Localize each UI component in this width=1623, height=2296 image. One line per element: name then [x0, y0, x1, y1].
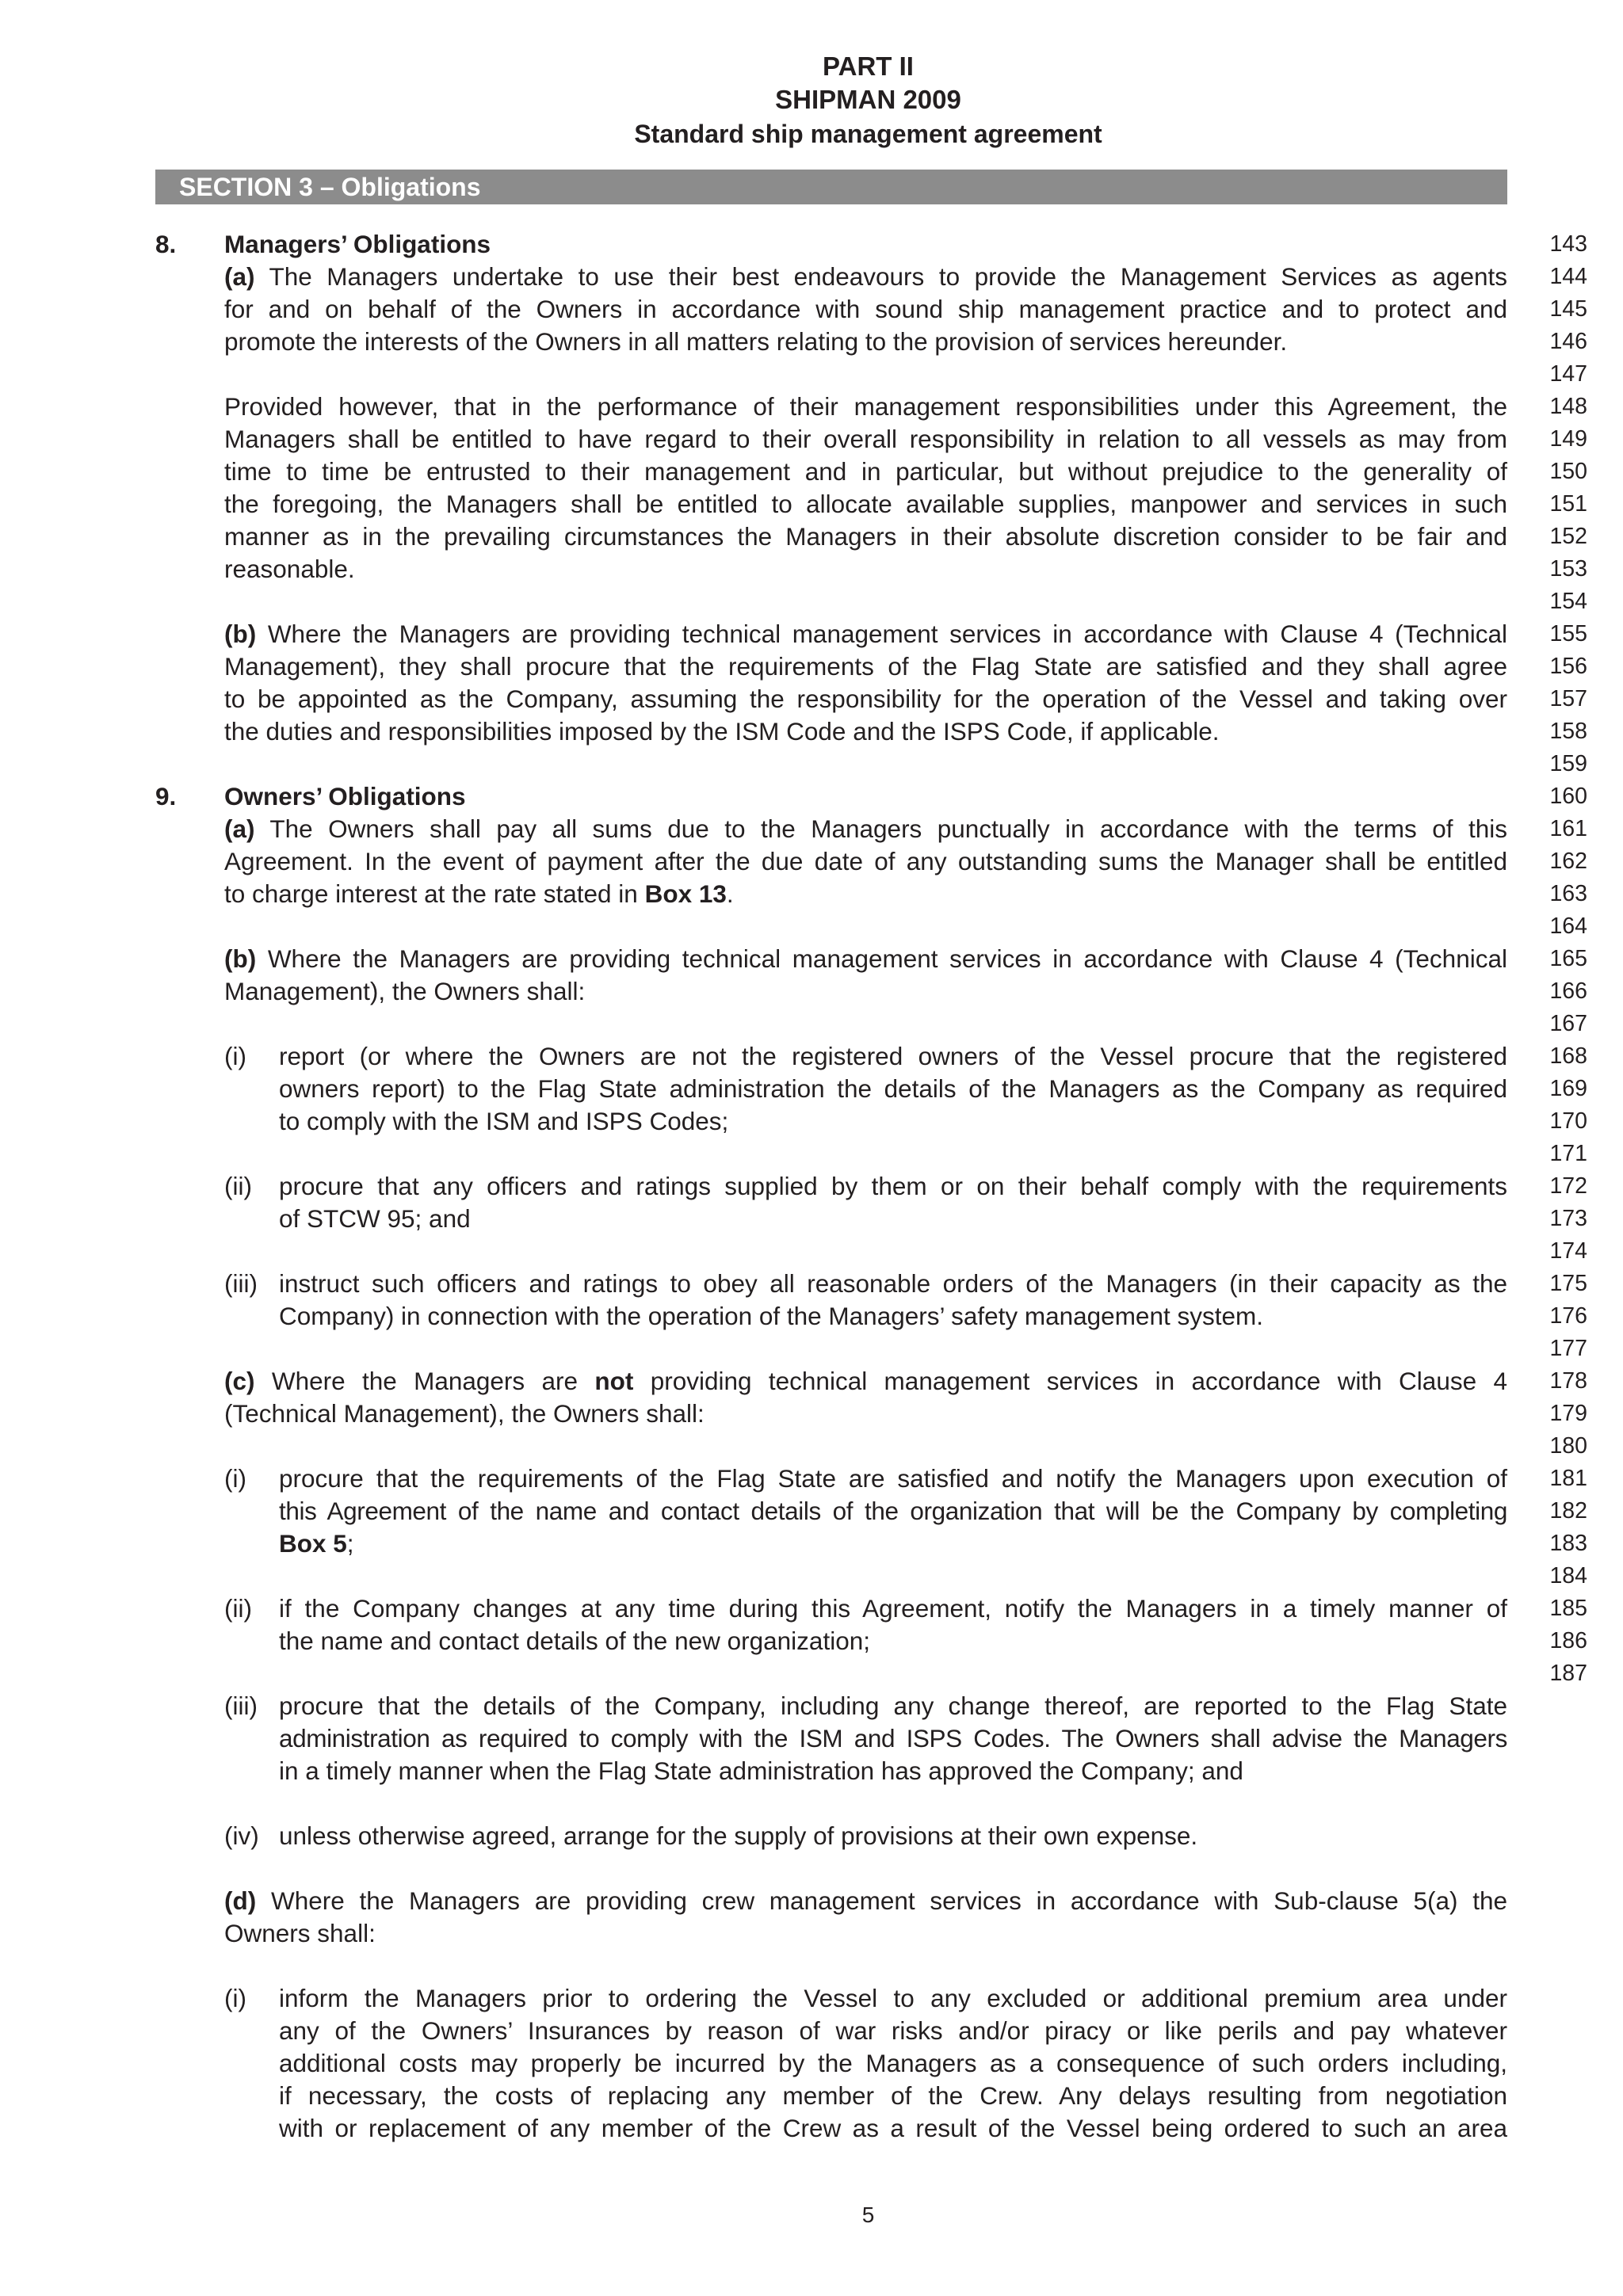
clause-8b-line-2: Management), they shall procure that the requirements of the Flag State are satisfied and they shall agree: [224, 652, 1507, 681]
clause-9c-i-line-1: procure that the requirements of the Flag State are satisfied and notify the Managers upon execution of: [279, 1464, 1507, 1493]
section-banner: [155, 170, 1507, 204]
clause-9c-ii-line-2: the name and contact details of the new organization;: [279, 1627, 870, 1655]
clause-9b-iii-line-1: instruct such officers and ratings to obey all reasonable orders of the Managers (in their capacity as the: [279, 1269, 1507, 1298]
clause-9d-i-line-4: if necessary, the costs of replacing any member of the Crew. Any delays resulting from negotiation: [279, 2081, 1507, 2110]
line-number: 187: [1549, 1661, 1587, 1686]
clause-8a-line-2: for and on behalf of the Owners in accordance with sound ship management practice and to protect and: [224, 295, 1507, 323]
clause-8b-label: (b): [224, 620, 257, 648]
clause-9-number: 9.: [155, 782, 177, 810]
clause-9c-iii-label: (iii): [224, 1691, 258, 1720]
line-number: 178: [1549, 1368, 1587, 1394]
clause-9a-text-3-end: .: [726, 879, 734, 908]
clause-9b-line-1: [224, 944, 1507, 974]
clause-9d-line-1: [224, 1886, 1507, 1916]
clause-9c-iv-label: (iv): [224, 1821, 259, 1850]
form-subtitle: Standard ship management agreement: [634, 120, 1102, 148]
line-number: 160: [1549, 784, 1587, 809]
clause-8-proviso-line-3: time to time be entrusted to their management and in particular, but without prejudice to the generality of: [224, 457, 1507, 486]
line-number: 152: [1549, 524, 1587, 549]
clause-9c-iii-line-2: administration as required to comply with the ISM and ISPS Codes. The Owners shall advise the Managers: [279, 1724, 1507, 1753]
line-number: 182: [1549, 1498, 1587, 1524]
part-heading: PART II: [823, 51, 914, 81]
line-number: 162: [1549, 849, 1587, 874]
clause-9b-ii-line-2: of STCW 95; and: [279, 1204, 471, 1233]
clause-9d-i-line-1: inform the Managers prior to ordering the Vessel to any excluded or additional premium area under: [279, 1984, 1507, 2012]
clause-9d-line-2: Owners shall:: [224, 1919, 376, 1947]
clause-9c-i-label: (i): [224, 1464, 246, 1493]
line-number: 179: [1549, 1401, 1587, 1426]
line-number: 156: [1549, 654, 1587, 679]
section-title: SECTION 3 – Obligations: [179, 173, 481, 201]
clause-9b-ii-line-1: procure that any officers and ratings supplied by them or on their behalf comply with the requirements: [279, 1172, 1507, 1200]
line-number: 173: [1549, 1206, 1587, 1231]
line-number: 168: [1549, 1043, 1587, 1069]
line-number: 163: [1549, 881, 1587, 906]
line-number: 144: [1549, 264, 1587, 289]
clause-9c-iii-line-3: in a timely manner when the Flag State administration has approved the Company; and: [279, 1756, 1243, 1785]
line-number: 158: [1549, 719, 1587, 744]
box-13-reference: Box 13: [644, 879, 727, 908]
line-number: 176: [1549, 1303, 1587, 1329]
clause-9c-ii-line-1: if the Company changes at any time during this Agreement, notify the Managers in a timely manner of: [279, 1594, 1507, 1623]
clause-9b-i-line-2: owners report) to the Flag State administration the details of the Managers as the Company as required: [279, 1074, 1507, 1103]
line-number: 174: [1549, 1238, 1587, 1264]
line-number: 171: [1549, 1141, 1587, 1166]
clause-9c-iv-line-1: unless otherwise agreed, arrange for the supply of provisions at their own expense.: [279, 1821, 1198, 1850]
line-number: 184: [1549, 1563, 1587, 1589]
clause-8-proviso-line-2: Managers shall be entitled to have regard to their overall responsibility in relation to all vessels as may from: [224, 425, 1507, 453]
clause-9b-ii-label: (ii): [224, 1172, 252, 1200]
clause-9c-not: not: [594, 1367, 634, 1395]
box-5-reference: Box 5: [279, 1529, 347, 1558]
clause-9b-iii-label: (iii): [224, 1269, 258, 1298]
clause-9d-i-line-5: with or replacement of any member of the Crew as a result of the Vessel being ordered to such an area: [279, 2114, 1507, 2142]
clause-8-proviso-line-1: Provided however, that in the performance of their management responsibilities under this Agreement, the: [224, 392, 1507, 421]
clause-9b-iii-line-2: Company) in connection with the operation of the Managers’ safety management system.: [279, 1302, 1263, 1330]
line-number: 161: [1549, 816, 1587, 841]
clause-9a-line-1: [224, 814, 1507, 844]
line-number: 175: [1549, 1271, 1587, 1296]
line-number: 181: [1549, 1466, 1587, 1491]
clause-8b-line-4: the duties and responsibilities imposed by the ISM Code and the ISPS Code, if applicable.: [224, 717, 1220, 746]
clause-8a-line-3: promote the interests of the Owners in all matters relating to the provision of services hereunder.: [224, 327, 1288, 356]
clause-9a-text-1: The Owners shall pay all sums due to the Managers punctually in accordance with the terms of this: [269, 814, 1507, 843]
line-number: 183: [1549, 1531, 1587, 1556]
clause-9a-text-3: to charge interest at the rate stated in: [224, 879, 645, 908]
clause-8a-label: (a): [224, 262, 255, 291]
clause-9c-label: (c): [224, 1367, 255, 1395]
clause-9c-text-1a: Where the Managers are: [271, 1367, 595, 1395]
clause-9d-i-line-3: additional costs may properly be incurred by the Managers as a consequence of such orders including,: [279, 2049, 1507, 2077]
line-number: 154: [1549, 589, 1587, 614]
clause-9b-i-line-3: to comply with the ISM and ISPS Codes;: [279, 1107, 729, 1135]
clause-9a-line-2: Agreement. In the event of payment after the due date of any outstanding sums the Manager shall be entitled: [224, 847, 1507, 875]
line-number: 172: [1549, 1173, 1587, 1199]
line-number: 155: [1549, 621, 1587, 646]
clause-9d-i-line-2: any of the Owners’ Insurances by reason of war risks and/or piracy or like perils and pay whatever: [279, 2016, 1507, 2045]
clause-9c-i-text-3-end: ;: [346, 1529, 354, 1558]
clause-9c-line-2: (Technical Management), the Owners shall:: [224, 1399, 705, 1428]
clause-9c-iii-line-1: procure that the details of the Company, including any change thereof, are reported to the Flag State: [279, 1691, 1507, 1720]
clause-9c-text-1b: providing technical management services in accordance with Clause 4: [633, 1367, 1507, 1395]
page-number: 5: [861, 2203, 875, 2227]
clause-8b-text-1: Where the Managers are providing technical management services in accordance with Clause 4 (Technical: [267, 620, 1507, 648]
clause-8-title: Managers’ Obligations: [224, 230, 491, 258]
clause-8-proviso-line-6: reasonable.: [224, 555, 355, 583]
line-number: 143: [1549, 231, 1587, 257]
line-number: 145: [1549, 296, 1587, 322]
clause-9b-text-1: Where the Managers are providing technical management services in accordance with Clause 4 (Technical: [267, 944, 1507, 973]
clause-8-proviso-line-4: the foregoing, the Managers shall be entitled to allocate available supplies, manpower and services in such: [224, 490, 1507, 518]
clause-9c-line-1: [224, 1366, 1507, 1396]
clause-9d-i-label: (i): [224, 1984, 246, 2012]
line-number: 177: [1549, 1336, 1587, 1361]
form-title: SHIPMAN 2009: [775, 85, 961, 114]
clause-9a-label: (a): [224, 814, 255, 843]
line-number: 167: [1549, 1011, 1587, 1036]
clause-9b-i-label: (i): [224, 1042, 246, 1070]
clause-9c-i-line-3: [279, 1528, 354, 1558]
line-number: 148: [1549, 394, 1587, 419]
clause-8-proviso-line-5: manner as in the prevailing circumstances the Managers in their absolute discretion consider to be fair and: [224, 522, 1507, 551]
clause-9-title: Owners’ Obligations: [224, 782, 466, 810]
clause-9c-ii-label: (ii): [224, 1594, 252, 1623]
clause-8b-line-3: to be appointed as the Company, assuming the responsibility for the operation of the Vessel and taking over: [224, 685, 1507, 713]
line-number: 170: [1549, 1108, 1587, 1134]
line-number: 180: [1549, 1433, 1587, 1459]
clause-8-number: 8.: [155, 230, 177, 258]
line-number: 159: [1549, 751, 1587, 776]
clause-8b-line-1: [224, 619, 1507, 649]
line-number: 164: [1549, 913, 1587, 939]
clause-9d-text-1: Where the Managers are providing crew management services in accordance with Sub-clause 5(a) the: [270, 1886, 1507, 1915]
line-number: 185: [1549, 1596, 1587, 1621]
line-number: 147: [1549, 361, 1587, 387]
clause-8a-text-1: The Managers undertake to use their best endeavours to provide the Management Services as agents: [269, 262, 1507, 291]
line-number: 165: [1549, 946, 1587, 971]
clause-9d-label: (d): [224, 1886, 257, 1915]
clause-9b-i-line-1: report (or where the Owners are not the registered owners of the Vessel procure that the registered: [279, 1042, 1507, 1070]
clause-9b-label: (b): [224, 944, 257, 973]
clause-9a-line-3: [224, 879, 734, 909]
line-number: 153: [1549, 556, 1587, 582]
line-number: 169: [1549, 1076, 1587, 1101]
clause-9b-line-2: Management), the Owners shall:: [224, 977, 586, 1005]
line-number: 166: [1549, 978, 1587, 1004]
clause-9c-i-line-2: this Agreement of the name and contact details of the organization that will be the Company by completing: [279, 1497, 1507, 1525]
line-number: 151: [1549, 491, 1587, 517]
line-number: 186: [1549, 1628, 1587, 1653]
line-number: 157: [1549, 686, 1587, 711]
clause-8a-line-1: [224, 261, 1507, 292]
line-number: 150: [1549, 459, 1587, 484]
line-number: 146: [1549, 329, 1587, 354]
line-number: 149: [1549, 426, 1587, 452]
